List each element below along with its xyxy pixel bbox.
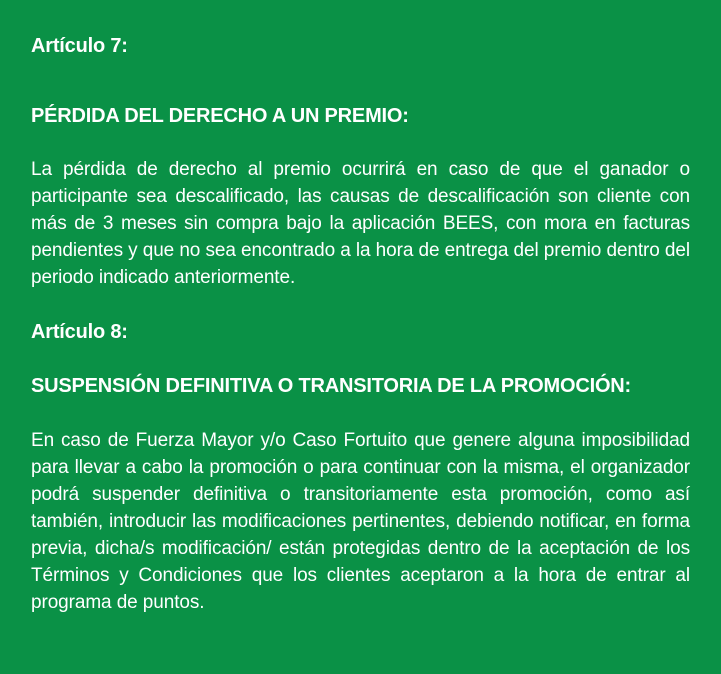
article-8-body: En caso de Fuerza Mayor y/o Caso Fortuito que genere alguna imposibilidad para llevar a cabo la promoción o para continuar con la misma, el organizador podrá suspender definitiva o transitoriamente esta promoción, como así también, introducir las modificaciones pertinentes, debiendo notificar, en forma previa, dicha/s modificación/ están protegidas dentro de la aceptación de los Términos y Condiciones que los clientes aceptaron a la hora de entrar al programa de puntos. — [31, 430, 690, 613]
article-7-heading: Artículo 7: — [31, 35, 128, 57]
article-7-title: PÉRDIDA DEL DERECHO A UN PREMIO: — [31, 105, 409, 127]
article-8-title: SUSPENSIÓN DEFINITIVA O TRANSITORIA DE LA PROMOCIÓN: — [31, 375, 632, 397]
article-7-body: La pérdida de derecho al premio ocurrirá en caso de que el ganador o participante sea descalificado, las causas de descalificación son cliente con más de 3 meses sin compra bajo la aplicación BEES, con mora en facturas pendientes y que no sea encontrado a la hora de entrega del premio dentro del periodo indicado anteriormente. — [31, 159, 690, 288]
article-8-heading: Artículo 8: — [31, 321, 128, 343]
